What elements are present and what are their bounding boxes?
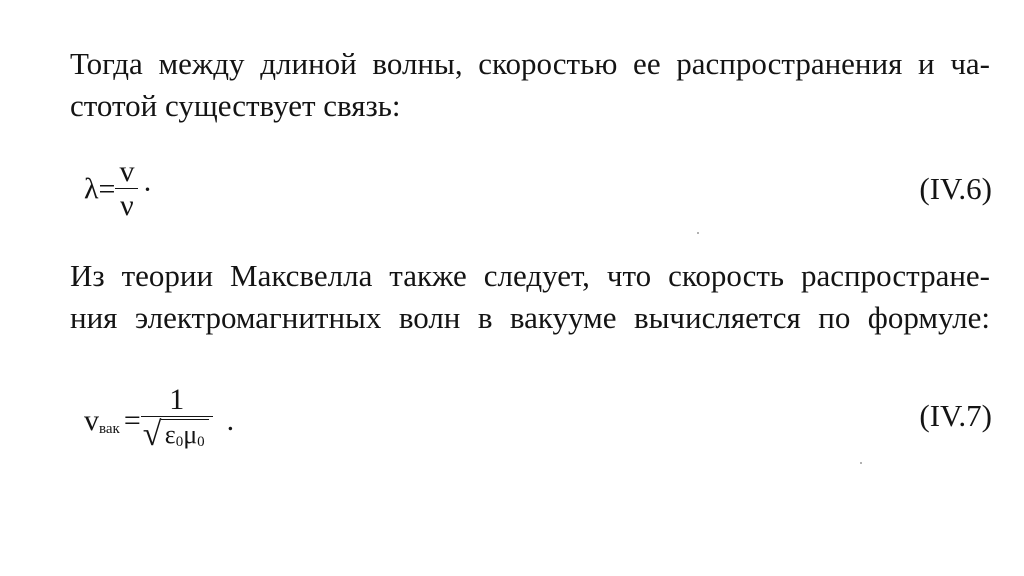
- radicand: [161, 419, 209, 457]
- fraction-numerator: 1: [169, 383, 185, 416]
- square-root: [142, 416, 209, 457]
- epsilon-symbol: ε: [164, 420, 176, 449]
- trailing-dot: ·: [142, 172, 153, 206]
- velocity-subscript: вак: [99, 420, 120, 437]
- radical-sign: √: [142, 416, 162, 453]
- fraction-denominator: ν: [115, 188, 138, 223]
- equation-number-iv7: (IV.7): [919, 398, 992, 433]
- scan-speck: [697, 232, 699, 234]
- scan-speck: [860, 462, 862, 464]
- paragraph-2-line-2: ния электромагнитных волн в вакууме вычисляется по формуле:: [70, 300, 990, 335]
- lambda-symbol: λ: [84, 172, 99, 206]
- mu-symbol: μ: [183, 420, 198, 449]
- fraction: [141, 384, 213, 457]
- equation-number-iv6: (IV.6): [919, 171, 992, 206]
- fraction-numerator: v: [119, 155, 135, 188]
- epsilon-subscript: 0: [175, 434, 184, 450]
- equals-sign: =: [98, 172, 116, 206]
- paragraph-1-line-1: Тогда между длиной волны, скоростью ее распространения и ча-: [70, 46, 990, 81]
- mu-subscript: 0: [197, 434, 205, 450]
- trailing-dot: .: [226, 403, 235, 437]
- paragraph-1-line-2: стотой существует связь:: [70, 88, 401, 123]
- fraction: [115, 156, 138, 223]
- velocity-v: v: [84, 403, 99, 437]
- velocity-symbol: [84, 404, 120, 437]
- equation-iv7: [84, 384, 234, 457]
- paragraph-2-line-1: Из теории Максвелла также следует, что скорость распростране-: [70, 258, 990, 293]
- fraction-denominator: [141, 416, 213, 457]
- equals-sign: =: [123, 403, 141, 437]
- equation-iv6: [84, 156, 152, 223]
